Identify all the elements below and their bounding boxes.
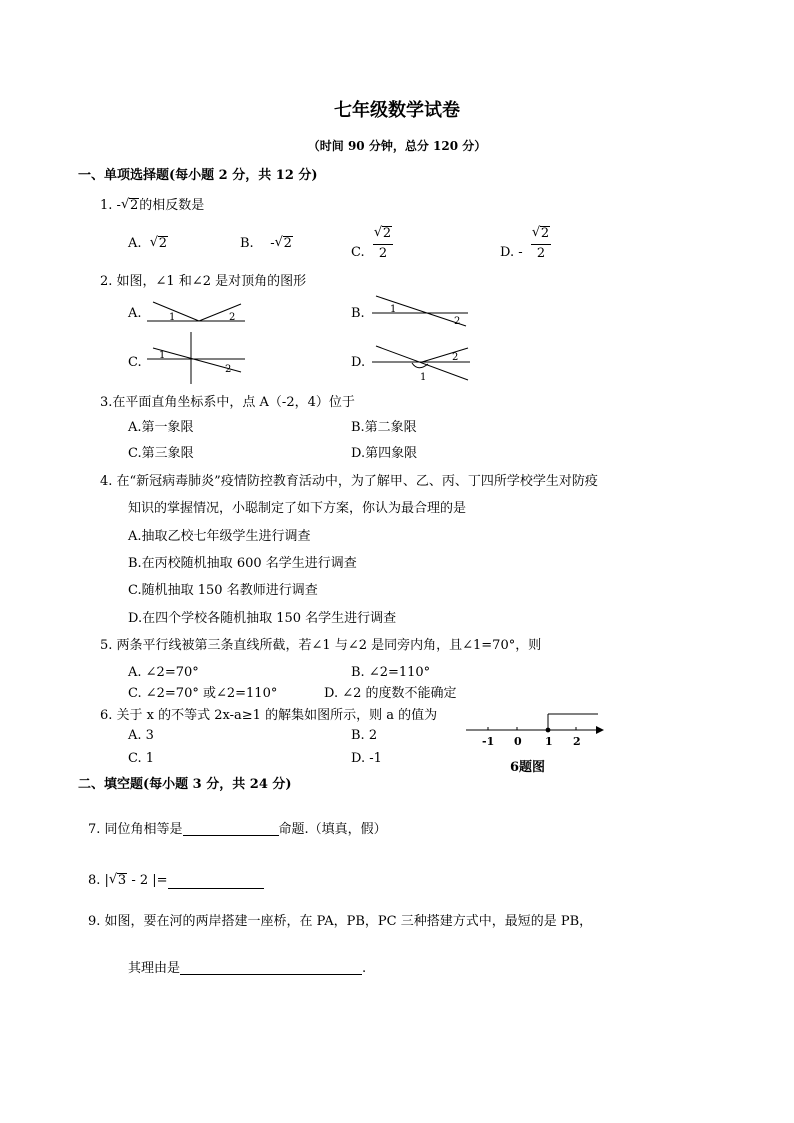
q2-label-a: A.	[128, 306, 142, 321]
q1-option-b	[240, 236, 293, 252]
question-6-stem: 6. 关于 x 的不等式 2x-a≥1 的解集如图所示，则 a 的值为	[100, 708, 438, 723]
tick-label: 0	[514, 735, 522, 748]
q1-radicand: 2	[129, 198, 139, 213]
q6-number-line	[462, 708, 610, 748]
q3-option-a: A.第一象限	[128, 420, 194, 435]
q4-option-c: C.随机抽取 150 名教师进行调查	[128, 583, 318, 598]
q1-a-radicand: 2	[158, 236, 168, 251]
q4-option-b: B.在丙校随机抽取 600 名学生进行调查	[128, 556, 357, 571]
q6-option-b: B. 2	[351, 728, 378, 743]
q1-a-sqrt: √ 2	[149, 235, 168, 251]
q6-option-a: A. 3	[128, 728, 154, 743]
q2-label-c: C.	[128, 355, 142, 370]
q3-option-d: D.第四象限	[351, 446, 418, 461]
question-9-line1: 9. 如图，要在河的两岸搭建一座桥，在 PA，PB，PC 三种搭建方式中，最短的是 PB，	[88, 914, 593, 929]
q8-prefix: 8. |	[88, 873, 109, 888]
q3-option-c: C.第三象限	[128, 446, 194, 461]
question-9-line2	[128, 961, 366, 975]
q8-radicand: 3	[117, 873, 127, 888]
q2c-angle2-label: 2	[225, 364, 232, 375]
q1-a-label: A.	[128, 236, 142, 251]
q2b-angle2-label: 2	[454, 316, 461, 327]
q1-c-radicand: 2	[382, 226, 392, 241]
solution-endpoint-dot	[546, 728, 551, 733]
question-8	[88, 873, 264, 889]
exam-subtitle: （时间 90 分钟，总分 120 分）	[307, 139, 487, 153]
q7-answer-blank[interactable]	[183, 822, 279, 836]
q6-option-d: D. -1	[351, 751, 382, 766]
q1-d-denominator: 2	[536, 245, 546, 261]
q1-b-label: B.	[240, 236, 254, 251]
q9-answer-blank[interactable]	[180, 961, 362, 975]
q1-b-sqrt: √ 2	[274, 235, 292, 251]
q2d-angle2-label: 2	[452, 352, 459, 363]
question-5-stem: 5. 两条平行线被第三条直线所截，若∠1 与∠2 是同旁内角，且∠1=70°，则	[100, 638, 542, 653]
q9-suffix: .	[362, 961, 367, 976]
tick-label: -1	[482, 735, 495, 748]
q1-option-a	[128, 236, 168, 252]
q1-b-radicand: 2	[283, 236, 292, 251]
q1-c-denominator: 2	[378, 245, 388, 261]
q5-option-d: D. ∠2 的度数不能确定	[324, 686, 457, 701]
tick-label: 1	[545, 735, 553, 748]
section-heading: 二、填空题(每小题 3 分，共 24 分)	[78, 777, 292, 792]
q1-c-label: C.	[351, 245, 365, 261]
section-heading: 一、单项选择题(每小题 2 分，共 12 分)	[78, 168, 318, 183]
q1-c-fraction: √ 2 2	[373, 225, 392, 261]
q7-suffix: 命题.（填真，假）	[278, 822, 387, 837]
question-7	[88, 822, 387, 836]
q8-suffix: - 2 |=	[127, 873, 168, 888]
q2-label-d: D.	[351, 355, 366, 370]
question-1-stem	[100, 198, 204, 214]
q1-sqrt: √ 2	[120, 197, 139, 213]
q2-label-b: B.	[351, 306, 365, 321]
q6-figure-caption: 6题图	[510, 760, 546, 775]
q4-option-d: D.在四个学校各随机抽取 150 名学生进行调查	[128, 611, 397, 626]
q1-d-radicand: 2	[540, 226, 550, 241]
arrow-right-icon	[596, 726, 604, 734]
q2c-angle1-label: 1	[159, 350, 166, 361]
q2b-angle1-label: 1	[390, 304, 397, 315]
q5-option-a: A. ∠2=70°	[128, 665, 199, 680]
q8-answer-blank[interactable]	[168, 875, 264, 889]
q2d-angle1-label: 1	[420, 372, 427, 383]
q2-figure-a	[145, 298, 249, 330]
q1-suffix: 的相反数是	[139, 198, 205, 213]
q7-prefix: 7. 同位角相等是	[88, 822, 183, 837]
q1-prefix: 1. -	[100, 198, 121, 213]
q1-b-minus: -	[270, 236, 275, 251]
q3-option-b: B.第二象限	[351, 420, 417, 435]
question-2-stem: 2. 如图，∠1 和∠2 是对顶角的图形	[100, 274, 307, 289]
q5-option-b: B. ∠2=110°	[351, 665, 431, 680]
q1-option-d	[500, 226, 551, 260]
page-title: 七年级数学试卷	[334, 100, 460, 121]
question-4-stem-line1: 4. 在“新冠病毒肺炎”疫情防控教育活动中，为了解甲、乙、丙、丁四所学校学生对防疫	[100, 474, 598, 489]
q8-sqrt: √ 3	[108, 872, 127, 888]
q9-prefix: 其理由是	[128, 961, 181, 976]
q2-figure-d	[370, 336, 474, 386]
q1-d-fraction: √ 2 2	[531, 225, 550, 261]
q2-figure-b	[370, 293, 470, 329]
q4-option-a: A.抽取乙校七年级学生进行调查	[128, 529, 311, 544]
q1-d-label: D. -	[500, 245, 523, 261]
q1-option-c	[351, 226, 393, 260]
q6-option-c: C. 1	[128, 751, 155, 766]
q2a-angle2-label: 2	[229, 312, 236, 323]
question-4-stem-line2: 知识的掌握情况，小聪制定了如下方案，你认为最合理的是	[128, 501, 467, 516]
question-3-stem: 3.在平面直角坐标系中，点 A（-2，4）位于	[100, 395, 355, 410]
q2-figure-c	[145, 330, 249, 386]
q5-option-c: C. ∠2=70° 或∠2=110°	[128, 686, 278, 701]
q2a-angle1-label: 1	[169, 312, 176, 323]
tick-label: 2	[573, 735, 581, 748]
